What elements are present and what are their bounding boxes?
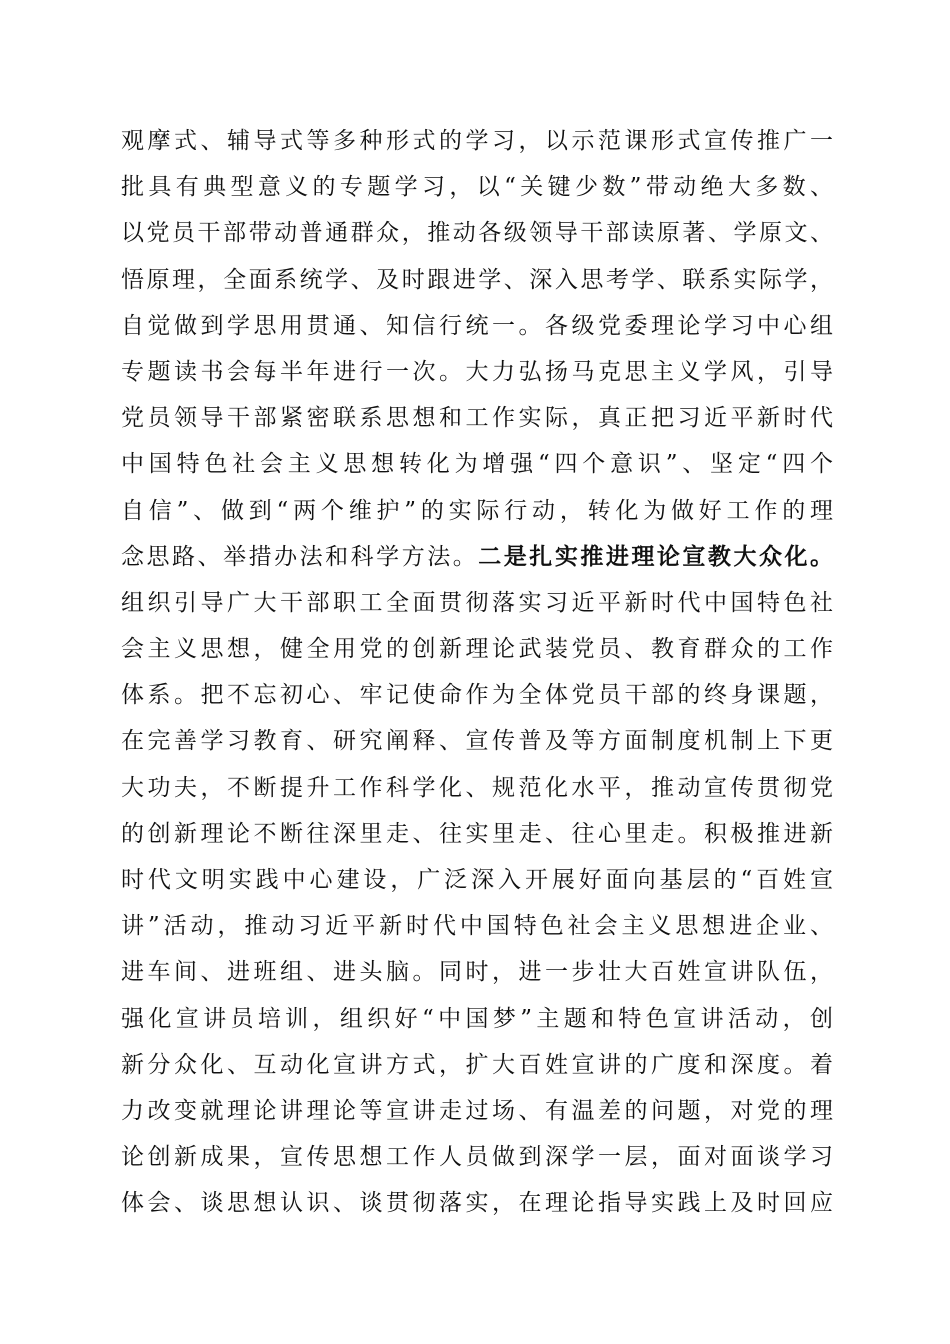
paragraph-text: 会主义思想，健全用党的创新理论武装党员、教育群众的工作 xyxy=(121,636,833,663)
text-line xyxy=(121,257,836,303)
text-line xyxy=(121,1134,833,1180)
text-line xyxy=(121,1088,833,1134)
paragraph-text: 在完善学习教育、研究阐释、宣传普及等方面制度机制上下更 xyxy=(121,728,833,755)
text-line xyxy=(121,672,833,718)
paragraph-text: 大功夫，不断提升工作科学化、规范化水平，推动宣传贯彻党 xyxy=(121,774,833,801)
text-line xyxy=(121,1042,833,1088)
paragraph-text: 以党员干部带动普通群众，推动各级领导干部读原著、学原文、 xyxy=(121,220,836,247)
paragraph-text: 进车间、进班组、进头脑。同时，进一步壮大百姓宣讲队伍， xyxy=(121,959,833,986)
text-line xyxy=(121,765,833,811)
paragraph-text: 批具有典型意义的专题学习，以“关键少数”带动绝大多数、 xyxy=(121,174,833,201)
text-line xyxy=(121,488,833,534)
text-line xyxy=(121,349,833,395)
text-line xyxy=(121,718,833,764)
text-line xyxy=(121,395,833,441)
paragraph-text: 讲”活动，推动习近平新时代中国特色社会主义思想进企业、 xyxy=(121,913,833,940)
paragraph-text: 自信”、做到“两个维护”的实际行动，转化为做好工作的理 xyxy=(121,497,833,524)
text-line xyxy=(121,210,836,256)
paragraph-text: 新分众化、互动化宣讲方式，扩大百姓宣讲的广度和深度。着 xyxy=(121,1051,833,1078)
text-line xyxy=(121,580,833,626)
paragraph-text: 体会、谈思想认识、谈贯彻落实，在理论指导实践上及时回应 xyxy=(121,1190,833,1217)
text-line xyxy=(121,903,833,949)
paragraph-text: 组织引导广大干部职工全面贯彻落实习近平新时代中国特色社 xyxy=(121,589,833,616)
body-text xyxy=(121,118,836,1227)
paragraph-text: 时代文明实践中心建设，广泛深入开展好面向基层的“百姓宣 xyxy=(121,867,833,893)
paragraph-text: 体系。把不忘初心、牢记使命作为全体党员干部的终身课题， xyxy=(121,682,833,709)
text-line xyxy=(121,164,833,210)
paragraph-text: 观摩式、辅导式等多种形式的学习，以示范课形式宣传推广一 xyxy=(121,128,833,154)
text-line xyxy=(121,811,833,857)
text-line xyxy=(121,626,833,672)
paragraph-text: 论创新成果，宣传思想工作人员做到深学一层，面对面谈学习 xyxy=(121,1144,833,1171)
text-line xyxy=(121,857,833,903)
paragraph-text: 党员领导干部紧密联系思想和工作实际，真正把习近平新时代 xyxy=(121,405,833,432)
text-line xyxy=(121,303,833,349)
paragraph-text: 的创新理论不断往深里走、往实里走、往心里走。积极推进新 xyxy=(121,820,833,847)
paragraph-text: 力改变就理论讲理论等宣讲走过场、有温差的问题，对党的理 xyxy=(121,1097,833,1124)
text-line xyxy=(121,441,833,487)
text-line xyxy=(121,118,833,164)
text-line xyxy=(121,1180,833,1226)
text-line xyxy=(121,996,833,1042)
paragraph-text: 强化宣讲员培训，组织好“中国梦”主题和特色宣讲活动，创 xyxy=(121,1005,833,1032)
paragraph-text: 专题读书会每半年进行一次。大力弘扬马克思主义学风，引导 xyxy=(121,358,833,385)
paragraph-text: 自觉做到学思用贯通、知信行统一。各级党委理论学习中心组 xyxy=(121,312,833,339)
paragraph-text: 悟原理，全面系统学、及时跟进学、深入思考学、联系实际学， xyxy=(121,266,836,293)
bold-heading-text: 二是扎实推进理论宣教大众化。 xyxy=(478,542,836,570)
text-line xyxy=(121,949,833,995)
text-line xyxy=(121,534,836,580)
paragraph-text: 念思路、举措办法和科学方法。 xyxy=(121,543,479,570)
paragraph-text: 中国特色社会主义思想转化为增强“四个意识”、坚定“四个 xyxy=(121,451,833,478)
